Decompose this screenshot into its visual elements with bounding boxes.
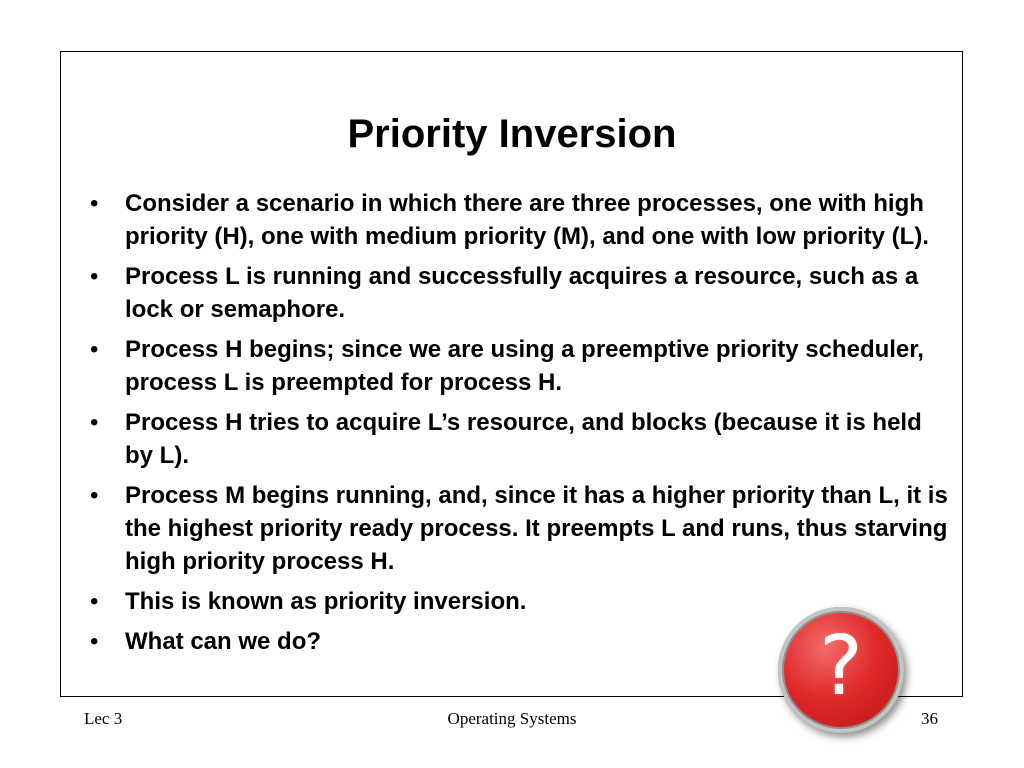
bullet-item [80, 333, 950, 399]
bullet-text: What can we do? [125, 628, 322, 655]
bullet-item [80, 479, 950, 578]
bullet-marker: • [90, 588, 99, 615]
bullet-item [80, 187, 950, 253]
bullet-item [80, 260, 950, 326]
footer-page-number: 36 [921, 709, 938, 728]
bullet-marker: • [90, 190, 99, 217]
bullet-text: Process H tries to acquire L’s resource, and blocks (because it is held by L). [125, 409, 922, 469]
footer-course-title: Operating Systems [447, 709, 577, 728]
bullet-item [80, 406, 950, 472]
question-mark-icon: ? [819, 619, 863, 714]
bullet-marker: • [90, 336, 99, 363]
bullet-marker: • [90, 628, 99, 655]
bullet-text: Consider a scenario in which there are three processes, one with high priority (H), one with medium priority (M), and one with low priority (L). [125, 190, 929, 250]
bullet-text: Process L is running and successfully acquires a resource, such as a lock or semaphore. [125, 263, 919, 323]
bullet-marker: • [90, 409, 99, 436]
bullet-text: This is known as priority inversion. [125, 588, 527, 615]
bullet-list [80, 187, 950, 665]
bullet-marker: • [90, 263, 99, 290]
bullet-marker: • [90, 482, 99, 509]
bullet-text: Process M begins running, and, since it has a higher priority than L, it is the highest priority ready process. It preempts L and runs, thus starving high priority process H. [125, 482, 948, 575]
slide-title: Priority Inversion [347, 112, 677, 156]
bullet-text: Process H begins; since we are using a preemptive priority scheduler, process L is preempted for process H. [125, 336, 924, 396]
footer-lecture: Lec 3 [84, 709, 123, 728]
